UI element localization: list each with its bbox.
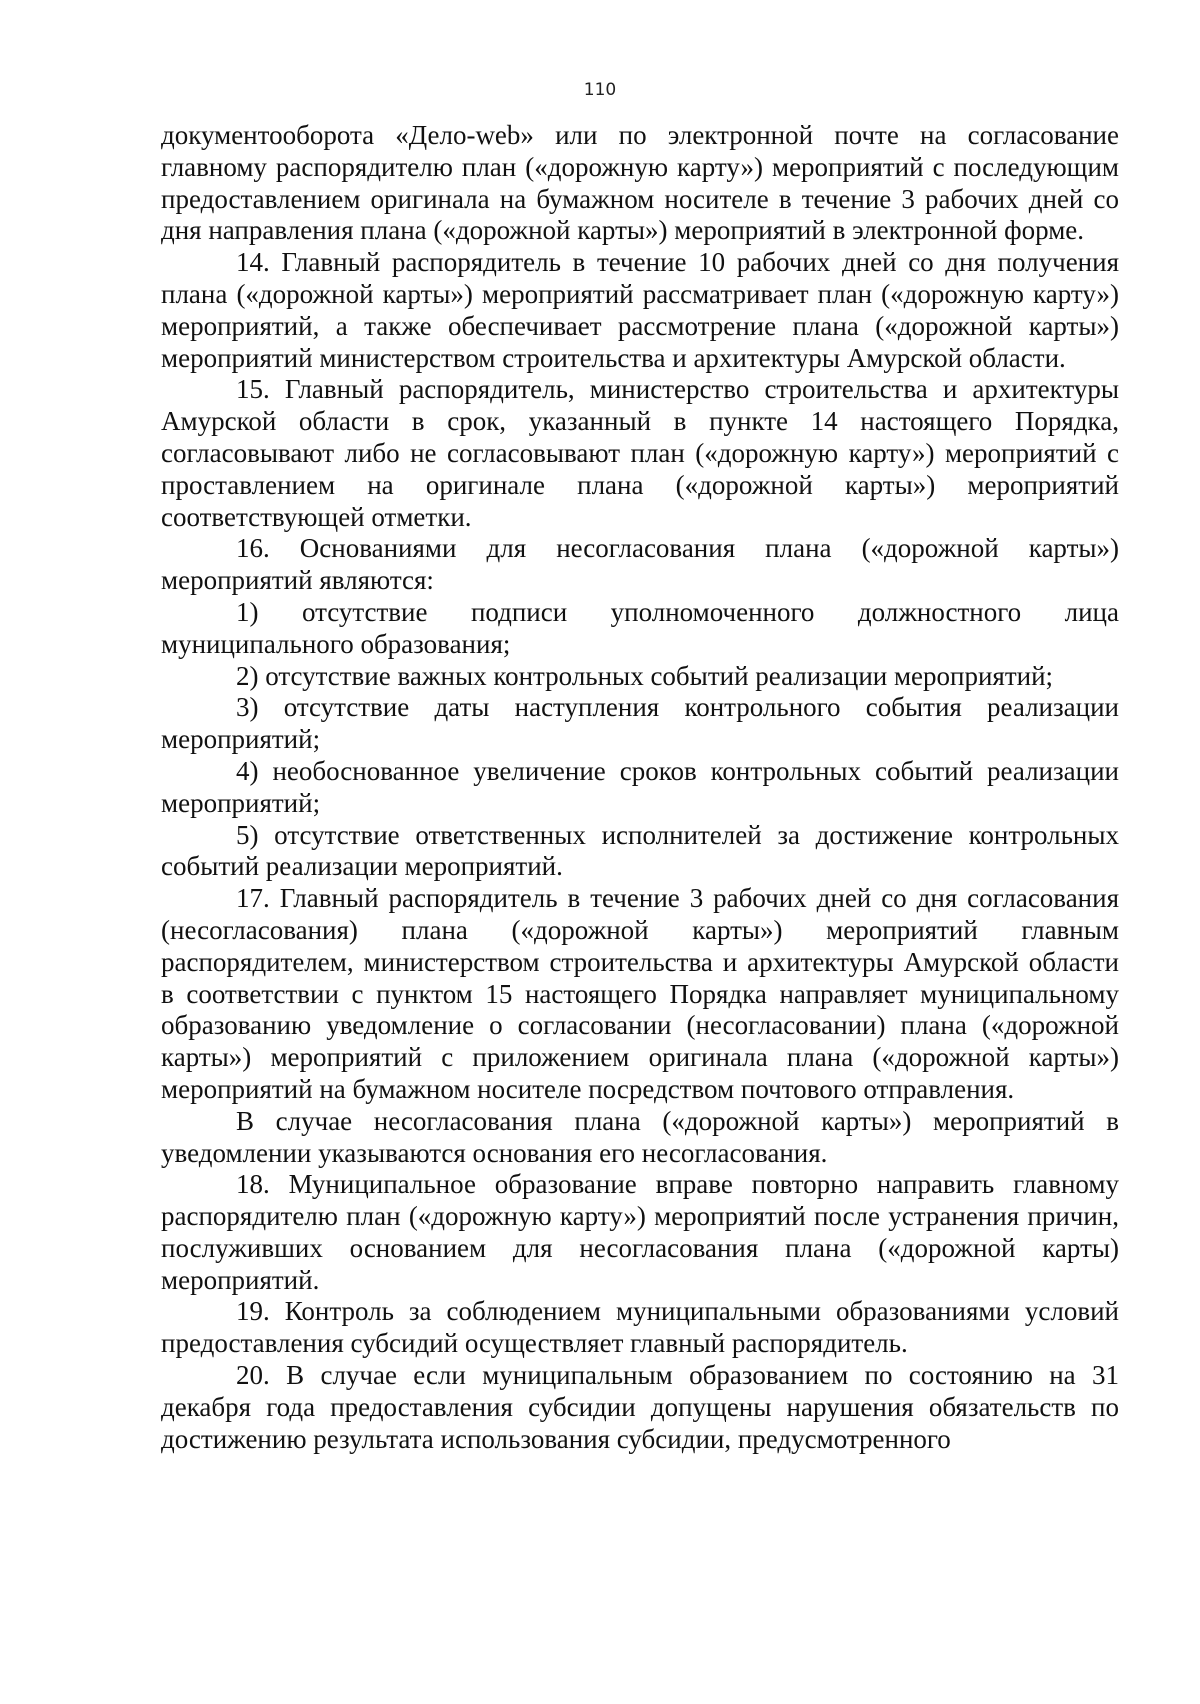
paragraph-clause-15: 15. Главный распорядитель, министерство строительства и архитектуры Амурской области в срок, указанный в пункте 14 настоящего Порядка, согласовывают либо не согласовывают план («дорожную карту») мероприятий с проставлением на оригинале плана («дорожной карты») мероприятий соответствующей отметки. <box>161 374 1119 532</box>
paragraph-refusal-note: В случае несогласования плана («дорожной карты») мероприятий в уведомлении указываются основания его несогласования. <box>161 1105 1119 1168</box>
list-item-3: 3) отсутствие даты наступления контрольного события реализации мероприятий; <box>161 692 1119 755</box>
list-item-1: 1) отсутствие подписи уполномоченного должностного лица муниципального образования; <box>161 596 1119 659</box>
paragraph-continuation: документооборота «Дело-web» или по электронной почте на согласование главному распорядителю план («дорожную карту») мероприятий с последующим предоставлением оригинала на бумажном носителе в течение 3 рабочих дней со дня направления плана («дорожной карты») мероприятий в электронной форме. <box>161 120 1119 246</box>
document-body <box>161 120 1119 1455</box>
list-item-4: 4) необоснованное увеличение сроков контрольных событий реализации мероприятий; <box>161 755 1119 818</box>
paragraph-clause-16: 16. Основаниями для несогласования плана («дорожной карты») мероприятий являются: <box>161 533 1119 596</box>
paragraph-clause-19: 19. Контроль за соблюдением муниципальными образованиями условий предоставления субсидий осуществляет главный распорядитель. <box>161 1296 1119 1359</box>
page-number: 110 <box>583 80 617 100</box>
list-item-5: 5) отсутствие ответственных исполнителей за достижение контрольных событий реализации мероприятий. <box>161 819 1119 882</box>
paragraph-clause-18: 18. Муниципальное образование вправе повторно направить главному распорядителю план («дорожную карту») мероприятий после устранения причин, послуживших основанием для несогласования плана («дорожной карты) мероприятий. <box>161 1169 1119 1295</box>
paragraph-clause-17: 17. Главный распорядитель в течение 3 рабочих дней со дня согласования (несогласования) плана («дорожной карты») мероприятий главным распорядителем, министерством строительства и архитектуры Амурской области в соответствии с пунктом 15 настоящего Порядка направляет муниципальному образованию уведомление о согласовании (несогласовании) плана («дорожной карты») мероприятий с приложением оригинала плана («дорожной карты») мероприятий на бумажном носителе посредством почтового отправления. <box>161 883 1119 1104</box>
list-item-2: 2) отсутствие важных контрольных событий реализации мероприятий; <box>236 660 1054 691</box>
paragraph-clause-20: 20. В случае если муниципальным образованием по состоянию на 31 декабря года предоставления субсидии допущены нарушения обязательств по достижению результата использования субсидии, предусмотренного <box>161 1360 1119 1454</box>
paragraph-clause-14: 14. Главный распорядитель в течение 10 рабочих дней со дня получения плана («дорожной карты») мероприятий рассматривает план («дорожную карту») мероприятий, а также обеспечивает рассмотрение плана («дорожной карты») мероприятий министерством строительства и архитектуры Амурской области. <box>161 247 1119 373</box>
